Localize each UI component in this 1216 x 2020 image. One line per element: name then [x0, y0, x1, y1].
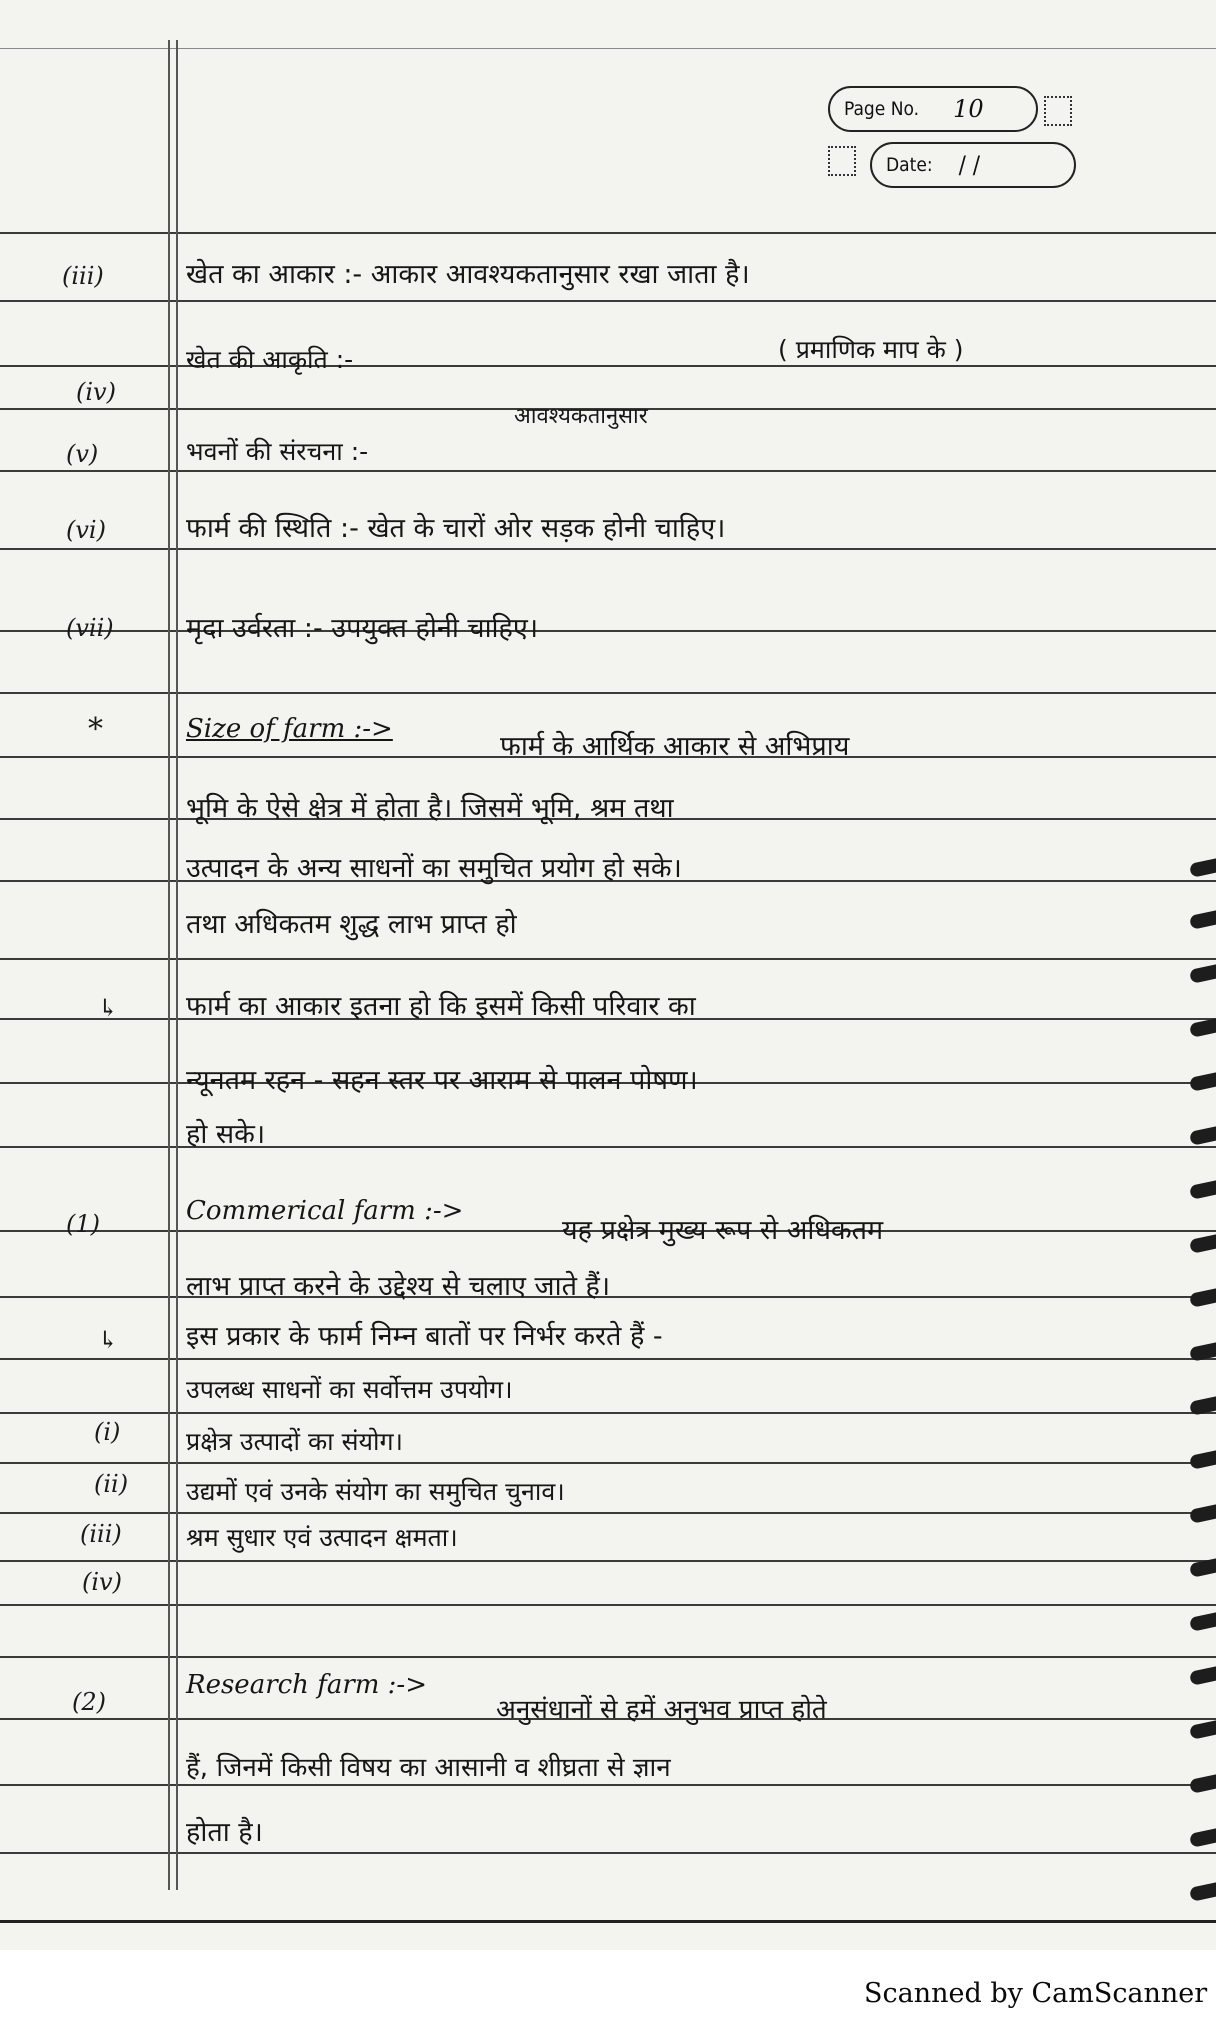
- handwritten-line: ( प्रमाणिक माप के ): [778, 335, 964, 364]
- corner-mark-icon: [828, 146, 856, 176]
- spiral-ring: [1189, 1070, 1216, 1092]
- item-number: (iii): [80, 1520, 122, 1548]
- spiral-ring: [1189, 1232, 1216, 1254]
- item-number: (2): [72, 1688, 106, 1716]
- ruled-line: [0, 630, 1216, 632]
- spiral-ring: [1189, 1502, 1216, 1524]
- ruled-line: [0, 1784, 1216, 1786]
- arrow-bullet-icon: ↳: [98, 1326, 119, 1354]
- spiral-ring: [1189, 1286, 1216, 1308]
- corner-mark-icon: [1044, 96, 1072, 126]
- spiral-ring: [1189, 1610, 1216, 1632]
- ruled-line: [0, 1604, 1216, 1606]
- spiral-ring: [1189, 908, 1216, 930]
- ruled-line: [0, 1462, 1216, 1464]
- ruled-line: [0, 232, 1216, 234]
- handwritten-line: अनुसंधानों से हमें अनुभव प्राप्त होते: [496, 1695, 827, 1725]
- margin-line: [168, 40, 170, 1890]
- date-value: / /: [958, 151, 981, 179]
- top-rule: [0, 48, 1216, 49]
- handwritten-line: मृदा उर्वरता :- उपयुक्त होनी चाहिए।: [186, 613, 539, 644]
- page-no-box: [828, 86, 1038, 132]
- section-heading: Commerical farm :->: [186, 1196, 464, 1226]
- handwritten-line: भूमि के ऐसे क्षेत्र में होता है। जिसमें भूमि, श्रम तथा: [186, 793, 674, 824]
- ruled-line: [0, 1656, 1216, 1658]
- ruled-line: [0, 1512, 1216, 1514]
- handwritten-line: तथा अधिकतम शुद्ध लाभ प्राप्त हो: [186, 909, 517, 940]
- item-number: (v): [66, 440, 99, 468]
- handwritten-line: खेत की आकृति :-: [186, 345, 354, 374]
- spiral-ring: [1189, 1772, 1216, 1794]
- spiral-ring: [1189, 1826, 1216, 1848]
- handwritten-line: हैं, जिनमें किसी विषय का आसानी व शीघ्रता से ज्ञान: [186, 1753, 671, 1783]
- spiral-ring: [1189, 962, 1216, 984]
- spiral-ring: [1189, 1448, 1216, 1470]
- date-box: [870, 142, 1076, 188]
- item-number: (iv): [82, 1568, 122, 1596]
- ruled-line: [0, 470, 1216, 472]
- margin-line: [176, 40, 178, 1890]
- ruled-line: [0, 1412, 1216, 1414]
- spiral-ring: [1189, 1718, 1216, 1740]
- handwritten-line: खेत का आकार :- आकार आवश्यकतानुसार रखा जाता है।: [186, 259, 750, 290]
- handwritten-line: श्रम सुधार एवं उत्पादन क्षमता।: [186, 1523, 458, 1552]
- ruled-line: [0, 958, 1216, 960]
- spiral-ring: [1189, 1124, 1216, 1146]
- handwritten-line: उपलब्ध साधनों का सर्वोत्तम उपयोग।: [186, 1375, 513, 1404]
- handwritten-line: फार्म का आकार इतना हो कि इसमें किसी परिवार का: [186, 991, 696, 1022]
- ruled-line: [0, 1852, 1216, 1854]
- page-no-value: 10: [953, 95, 984, 123]
- spiral-ring: [1189, 1880, 1216, 1902]
- arrow-bullet-icon: ↳: [98, 994, 119, 1022]
- ruled-line: [0, 300, 1216, 302]
- item-number: (i): [94, 1418, 121, 1446]
- handwritten-line: न्यूनतम रहन - सहन स्तर पर आराम से पालन पोषण।: [186, 1065, 698, 1096]
- handwritten-line: प्रक्षेत्र उत्पादों का संयोग।: [186, 1427, 404, 1456]
- handwritten-line: लाभ प्राप्त करने के उद्देश्य से चलाए जाते हैं।: [186, 1271, 611, 1302]
- item-number: (1): [66, 1210, 100, 1238]
- handwritten-line: इस प्रकार के फार्म निम्न बातों पर निर्भर करते हैं -: [186, 1321, 663, 1352]
- scanner-watermark: Scanned by CamScanner: [864, 1978, 1208, 2009]
- item-number: (iii): [62, 262, 104, 290]
- section-heading: Size of farm :->: [186, 714, 393, 744]
- handwritten-line: फार्म की स्थिति :- खेत के चारों ओर सड़क होनी चाहिए।: [186, 513, 726, 544]
- handwritten-line: यह प्रक्षेत्र मुख्य रूप से अधिकतम: [562, 1215, 884, 1246]
- ruled-line: [0, 1560, 1216, 1562]
- page-no-label: Page No.: [844, 98, 920, 120]
- section-heading: Research farm :->: [186, 1670, 427, 1700]
- handwritten-line: उत्पादन के अन्य साधनों का समुचित प्रयोग हो सके।: [186, 853, 682, 884]
- item-number: (vi): [66, 516, 106, 544]
- handwritten-line: फार्म के आर्थिक आकार से अभिप्राय: [500, 731, 850, 762]
- item-number: (ii): [94, 1470, 129, 1498]
- item-number: (vii): [66, 614, 114, 642]
- ruled-line: [0, 692, 1216, 694]
- spiral-ring: [1189, 1664, 1216, 1686]
- date-label: Date:: [886, 154, 933, 176]
- handwritten-line: होता है।: [186, 1817, 263, 1848]
- handwritten-line: आवश्यकतानुसार: [514, 404, 648, 429]
- ruled-line: [0, 1920, 1216, 1923]
- handwritten-line: हो सके।: [186, 1119, 266, 1150]
- ruled-line: [0, 1358, 1216, 1360]
- ruled-line: [0, 1146, 1216, 1148]
- handwritten-line: भवनों की संरचना :-: [186, 437, 369, 466]
- spiral-ring: [1189, 856, 1216, 878]
- ruled-line: [0, 365, 1216, 367]
- handwritten-line: उद्यमों एवं उनके संयोग का समुचित चुनाव।: [186, 1477, 565, 1506]
- ruled-line: [0, 548, 1216, 550]
- star-bullet: *: [88, 712, 103, 747]
- item-number: (iv): [76, 378, 116, 406]
- spiral-ring: [1189, 1178, 1216, 1200]
